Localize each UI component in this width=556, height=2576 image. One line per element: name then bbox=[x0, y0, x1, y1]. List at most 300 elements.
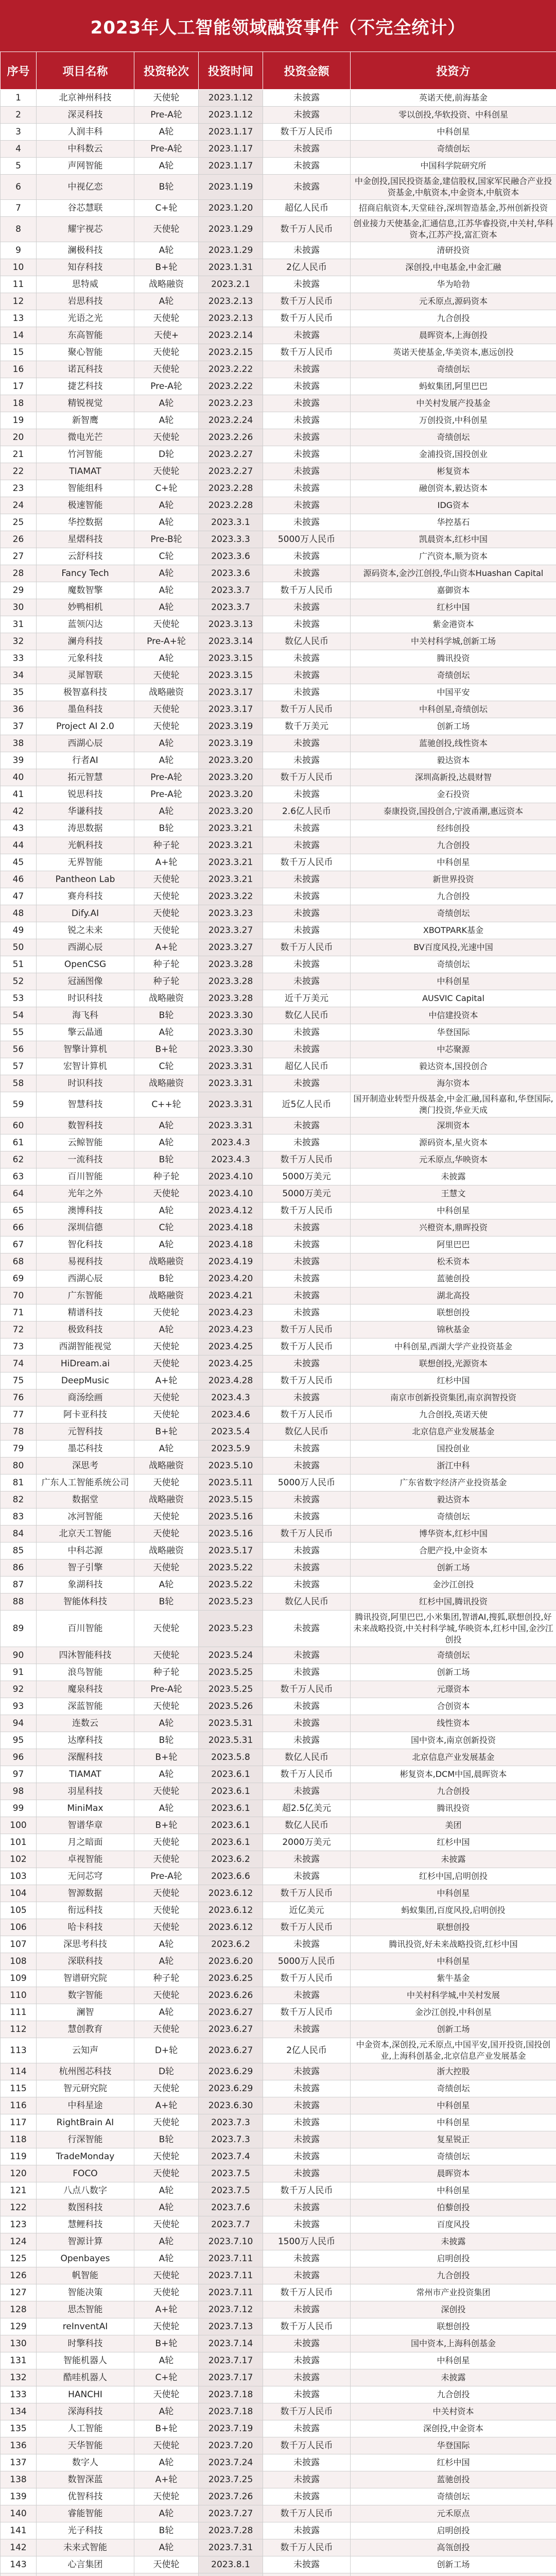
cell-round: A轮 bbox=[134, 395, 199, 412]
cell-investors: 奇绩创坛 bbox=[351, 361, 556, 378]
table-row bbox=[1, 2233, 556, 2250]
cell-round: A轮 bbox=[134, 2250, 199, 2267]
cell-amount: 近亿美元 bbox=[263, 1902, 351, 1919]
cell-seq: 105 bbox=[1, 1902, 37, 1919]
cell-round: 天使轮 bbox=[134, 217, 199, 242]
cell-project: 八点八数字 bbox=[37, 2182, 134, 2199]
cell-seq: 110 bbox=[1, 1987, 37, 2004]
cell-round: 战略融资 bbox=[134, 1543, 199, 1560]
cell-seq: 124 bbox=[1, 2233, 37, 2250]
cell-investors: 中信建投资本 bbox=[351, 1007, 556, 1024]
cell-round: A+轮 bbox=[134, 1372, 199, 1389]
table-row bbox=[1, 2216, 556, 2233]
table-row bbox=[1, 922, 556, 939]
cell-seq: 15 bbox=[1, 344, 37, 361]
cell-project: 耀宇视芯 bbox=[37, 217, 134, 242]
cell-round: 天使轮 bbox=[134, 1304, 199, 1321]
cell-round: A轮 bbox=[134, 2403, 199, 2420]
cell-time: 2023.1.17 bbox=[199, 124, 263, 141]
cell-seq: 46 bbox=[1, 871, 37, 888]
cell-amount: 数千万人民币 bbox=[263, 1970, 351, 1987]
cell-seq: 47 bbox=[1, 888, 37, 905]
table-row bbox=[1, 1092, 556, 1117]
cell-seq: 70 bbox=[1, 1287, 37, 1304]
cell-time: 2023.3.20 bbox=[199, 803, 263, 820]
cell-amount: 未披露 bbox=[263, 735, 351, 752]
cell-seq: 83 bbox=[1, 1509, 37, 1526]
cell-amount: 数千万人民币 bbox=[263, 1338, 351, 1355]
cell-investors: 深圳高新投,达晨财智 bbox=[351, 769, 556, 786]
cell-investors: 元禾原点,源码资本 bbox=[351, 293, 556, 310]
table-row bbox=[1, 1168, 556, 1185]
cell-project: 思特威 bbox=[37, 276, 134, 293]
cell-seq: 59 bbox=[1, 1092, 37, 1117]
table-row bbox=[1, 1800, 556, 1817]
cell-seq: 16 bbox=[1, 361, 37, 378]
cell-time: 2023.3.13 bbox=[199, 616, 263, 633]
table-row bbox=[1, 769, 556, 786]
cell-time: 2023.1.12 bbox=[199, 107, 263, 124]
cell-investors: 晨晖资本,上海创投 bbox=[351, 327, 556, 344]
cell-round: 天使轮 bbox=[134, 429, 199, 446]
cell-amount: 未披露 bbox=[263, 1075, 351, 1092]
cell-seq: 96 bbox=[1, 1749, 37, 1766]
cell-round: A轮 bbox=[134, 1117, 199, 1134]
cell-amount: 未披露 bbox=[263, 395, 351, 412]
cell-time: 2023.3.31 bbox=[199, 1058, 263, 1075]
cell-investors: 中关村科学城,中关村发展 bbox=[351, 1987, 556, 2004]
cell-project: 元象科技 bbox=[37, 650, 134, 667]
cell-round: A轮 bbox=[134, 1800, 199, 1817]
cell-amount: 数千万人民币 bbox=[263, 1885, 351, 1902]
cell-round: 天使轮 bbox=[134, 1560, 199, 1577]
table-row bbox=[1, 1219, 556, 1236]
cell-time: 2023.2.15 bbox=[199, 344, 263, 361]
cell-investors: 源码资本,星火资本 bbox=[351, 1134, 556, 1151]
cell-project: 华谦科技 bbox=[37, 803, 134, 820]
cell-time: 2023.7.13 bbox=[199, 2318, 263, 2335]
cell-amount: 未披露 bbox=[263, 1851, 351, 1868]
cell-round: 战略融资 bbox=[134, 1492, 199, 1509]
cell-amount: 数千万人民币 bbox=[263, 1406, 351, 1423]
table-row bbox=[1, 854, 556, 871]
cell-seq: 73 bbox=[1, 1338, 37, 1355]
cell-project: 光子科技 bbox=[37, 2522, 134, 2539]
table-row bbox=[1, 293, 556, 310]
cell-amount: 2000万美元 bbox=[263, 1834, 351, 1851]
table-row bbox=[1, 1440, 556, 1458]
cell-amount: 数亿人民币 bbox=[263, 1817, 351, 1834]
cell-time: 2023.2.27 bbox=[199, 463, 263, 480]
cell-investors: 兴橙资本,鼎晖投资 bbox=[351, 1219, 556, 1236]
table-row bbox=[1, 259, 556, 276]
cell-project: 海飞科 bbox=[37, 1007, 134, 1024]
cell-project: 深联科技 bbox=[37, 1953, 134, 1970]
cell-seq: 66 bbox=[1, 1219, 37, 1236]
table-row bbox=[1, 2318, 556, 2335]
cell-round: A轮 bbox=[134, 1236, 199, 1253]
table-row bbox=[1, 217, 556, 242]
cell-seq: 84 bbox=[1, 1526, 37, 1543]
cell-investors: 红杉中国 bbox=[351, 2454, 556, 2471]
table-row bbox=[1, 2148, 556, 2165]
cell-amount: 数亿人民币 bbox=[263, 1007, 351, 1024]
table-row bbox=[1, 1526, 556, 1543]
cell-time: 2023.3.6 bbox=[199, 565, 263, 582]
cell-investors: 中科创星 bbox=[351, 2182, 556, 2199]
cell-round: A轮 bbox=[134, 1202, 199, 1219]
cell-seq: 76 bbox=[1, 1389, 37, 1406]
cell-project: 岩思科技 bbox=[37, 293, 134, 310]
cell-seq: 106 bbox=[1, 1919, 37, 1936]
cell-time: 2023.4.25 bbox=[199, 1355, 263, 1372]
cell-time: 2023.3.3 bbox=[199, 531, 263, 548]
cell-amount: 数千万人民币 bbox=[263, 2539, 351, 2556]
cell-round: 天使轮 bbox=[134, 1919, 199, 1936]
cell-project: 极智嘉科技 bbox=[37, 684, 134, 701]
cell-time: 2023.7.17 bbox=[199, 2352, 263, 2369]
cell-round: 天使轮 bbox=[134, 344, 199, 361]
cell-round: A轮 bbox=[134, 412, 199, 429]
table-row bbox=[1, 1338, 556, 1355]
table-row bbox=[1, 361, 556, 378]
cell-investors: 北京信息产业发展基金 bbox=[351, 1423, 556, 1440]
cell-investors: 创业接力天使基金,汇通信息,江苏华睿投资,中关村,华科资本,江苏产投,富汇资本 bbox=[351, 217, 556, 242]
cell-amount: 未披露 bbox=[263, 1715, 351, 1732]
table-row bbox=[1, 1185, 556, 1202]
cell-round: D轮 bbox=[134, 2063, 199, 2080]
cell-amount: 未披露 bbox=[263, 412, 351, 429]
cell-time: 2023.6.1 bbox=[199, 1817, 263, 1834]
table-row bbox=[1, 446, 556, 463]
cell-investors: 凯晨资本,红杉中国 bbox=[351, 531, 556, 548]
table-row bbox=[1, 1970, 556, 1987]
cell-amount: 数千万人民币 bbox=[263, 1681, 351, 1698]
table-row bbox=[1, 1664, 556, 1681]
cell-project: 慧创教育 bbox=[37, 2021, 134, 2038]
cell-seq: 7 bbox=[1, 200, 37, 217]
cell-round: 种子轮 bbox=[134, 956, 199, 973]
cell-project: 知存科技 bbox=[37, 259, 134, 276]
cell-round: B轮 bbox=[134, 1270, 199, 1287]
cell-amount: 未披露 bbox=[263, 2063, 351, 2080]
cell-investors: 奇绩创坛 bbox=[351, 141, 556, 158]
cell-round: 战略融资 bbox=[134, 276, 199, 293]
cell-investors: 奇绩创坛 bbox=[351, 2488, 556, 2505]
cell-project: 数字人 bbox=[37, 2454, 134, 2471]
cell-round: A轮 bbox=[134, 124, 199, 141]
cell-investors: 深创投,中金资本 bbox=[351, 2420, 556, 2437]
cell-seq: 35 bbox=[1, 684, 37, 701]
cell-project: Fancy Tech bbox=[37, 565, 134, 582]
cell-project: 智慧科技 bbox=[37, 1092, 134, 1117]
table-row bbox=[1, 1902, 556, 1919]
cell-amount: 未披露 bbox=[263, 327, 351, 344]
table-row bbox=[1, 2386, 556, 2403]
cell-round: A轮 bbox=[134, 599, 199, 616]
cell-project: 中视亿恋 bbox=[37, 175, 134, 200]
cell-amount: 未披露 bbox=[263, 2148, 351, 2165]
table-row bbox=[1, 888, 556, 905]
cell-project: 商汤绘画 bbox=[37, 1389, 134, 1406]
table-row bbox=[1, 990, 556, 1007]
cell-investors: 中科创星 bbox=[351, 2114, 556, 2131]
cell-project: 智能体科技 bbox=[37, 1594, 134, 1611]
cell-seq: 101 bbox=[1, 1834, 37, 1851]
cell-project: 元智科技 bbox=[37, 1423, 134, 1440]
cell-amount: 数千万人民币 bbox=[263, 2437, 351, 2454]
cell-seq: 72 bbox=[1, 1321, 37, 1338]
cell-time: 2023.1.20 bbox=[199, 200, 263, 217]
cell-amount: 数千万人民币 bbox=[263, 2505, 351, 2522]
cell-round: A轮 bbox=[134, 1134, 199, 1151]
cell-time: 2023.7.6 bbox=[199, 2199, 263, 2216]
cell-project: 精锐视觉 bbox=[37, 395, 134, 412]
cell-project: 百川智能 bbox=[37, 1168, 134, 1185]
cell-seq: 104 bbox=[1, 1885, 37, 1902]
financing-table bbox=[0, 52, 556, 2576]
cell-amount: 未披露 bbox=[263, 2352, 351, 2369]
cell-seq: 128 bbox=[1, 2301, 37, 2318]
cell-round: 战略融资 bbox=[134, 1253, 199, 1270]
cell-investors: 金沙江创投,中科创星 bbox=[351, 2004, 556, 2021]
cell-seq: 65 bbox=[1, 1202, 37, 1219]
column-header-investors: 投资方 bbox=[351, 52, 556, 90]
cell-seq: 79 bbox=[1, 1440, 37, 1458]
cell-amount: 未披露 bbox=[263, 548, 351, 565]
cell-amount: 未披露 bbox=[263, 175, 351, 200]
cell-time: 2023.1.17 bbox=[199, 158, 263, 175]
cell-amount: 未披露 bbox=[263, 361, 351, 378]
cell-investors: 未披露 bbox=[351, 1168, 556, 1185]
cell-time: 2023.4.10 bbox=[199, 1168, 263, 1185]
cell-round: 战略融资 bbox=[134, 1075, 199, 1092]
cell-time: 2023.7.14 bbox=[199, 2335, 263, 2352]
cell-seq: 48 bbox=[1, 905, 37, 922]
table-row bbox=[1, 1270, 556, 1287]
cell-investors: 元禾原点,华映资本 bbox=[351, 1151, 556, 1168]
cell-project: 优智科技 bbox=[37, 2488, 134, 2505]
cell-investors: 九合创投,英诺天使 bbox=[351, 1406, 556, 1423]
cell-project: TIAMAT bbox=[37, 1766, 134, 1783]
table-row bbox=[1, 2182, 556, 2199]
cell-round: A轮 bbox=[134, 803, 199, 820]
cell-round: B+轮 bbox=[134, 1423, 199, 1440]
cell-amount: 数千万人民币 bbox=[263, 2182, 351, 2199]
cell-time: 2023.8.1 bbox=[199, 2556, 263, 2573]
cell-seq: 142 bbox=[1, 2539, 37, 2556]
cell-round: 天使轮 bbox=[134, 2386, 199, 2403]
cell-investors: 国开制造业转型升级基金,中金汇融,国科嘉和,华登国际,澳门投资,华业天成 bbox=[351, 1092, 556, 1117]
cell-project: 智能组科 bbox=[37, 480, 134, 497]
cell-investors: 毅达资本 bbox=[351, 752, 556, 769]
cell-round: 天使轮 bbox=[134, 701, 199, 718]
table-row bbox=[1, 1817, 556, 1834]
cell-project: 澜舟科技 bbox=[37, 633, 134, 650]
cell-amount: 未披露 bbox=[263, 2165, 351, 2182]
table-row bbox=[1, 90, 556, 107]
cell-seq: 113 bbox=[1, 2038, 37, 2063]
cell-project: 极速智能 bbox=[37, 497, 134, 514]
cell-round: 天使轮 bbox=[134, 667, 199, 684]
cell-round: B轮 bbox=[134, 2131, 199, 2148]
cell-project: Dify.AI bbox=[37, 905, 134, 922]
table-row bbox=[1, 1321, 556, 1338]
cell-round: B轮 bbox=[134, 1732, 199, 1749]
cell-amount: 未披露 bbox=[263, 1236, 351, 1253]
cell-amount: 未披露 bbox=[263, 2386, 351, 2403]
table-row bbox=[1, 2131, 556, 2148]
cell-project: MiniMax bbox=[37, 1800, 134, 1817]
cell-project: 云知声 bbox=[37, 2038, 134, 2063]
cell-investors: 红杉中国 bbox=[351, 599, 556, 616]
cell-round: 种子轮 bbox=[134, 973, 199, 990]
table-row bbox=[1, 871, 556, 888]
cell-seq: 131 bbox=[1, 2352, 37, 2369]
cell-time: 2023.3.6 bbox=[199, 548, 263, 565]
table-row bbox=[1, 1287, 556, 1304]
cell-time: 2023.7.18 bbox=[199, 2403, 263, 2420]
cell-investors: 联想创投 bbox=[351, 2318, 556, 2335]
table-row bbox=[1, 1372, 556, 1389]
cell-time: 2023.3.14 bbox=[199, 633, 263, 650]
cell-amount: 数千万人民币 bbox=[263, 310, 351, 327]
cell-round: 天使轮 bbox=[134, 1526, 199, 1543]
cell-seq: 37 bbox=[1, 718, 37, 735]
cell-amount: 数千万人民币 bbox=[263, 124, 351, 141]
cell-seq: 132 bbox=[1, 2369, 37, 2386]
cell-seq: 57 bbox=[1, 1058, 37, 1075]
cell-round: A轮 bbox=[134, 565, 199, 582]
cell-amount: 未披露 bbox=[263, 463, 351, 480]
cell-time: 2023.2.26 bbox=[199, 429, 263, 446]
cell-project: 杭州图芯科技 bbox=[37, 2063, 134, 2080]
cell-time: 2023.4.28 bbox=[199, 1372, 263, 1389]
cell-amount: 未披露 bbox=[263, 786, 351, 803]
cell-round: A轮 bbox=[134, 497, 199, 514]
cell-project: 智源数据 bbox=[37, 1885, 134, 1902]
cell-investors: 未披露 bbox=[351, 2233, 556, 2250]
page-title: 2023年人工智能领域融资事件（不完全统计） bbox=[0, 0, 556, 52]
cell-seq: 77 bbox=[1, 1406, 37, 1423]
cell-investors: 蓝驰创投 bbox=[351, 2471, 556, 2488]
cell-round: 战略融资 bbox=[134, 684, 199, 701]
cell-time: 2023.2.13 bbox=[199, 310, 263, 327]
cell-round: C++轮 bbox=[134, 1092, 199, 1117]
table-row bbox=[1, 616, 556, 633]
table-row bbox=[1, 650, 556, 667]
cell-project: FOCO bbox=[37, 2165, 134, 2182]
cell-seq: 125 bbox=[1, 2250, 37, 2267]
cell-time: 2023.3.30 bbox=[199, 1041, 263, 1058]
cell-project: 深思考 bbox=[37, 1458, 134, 1475]
cell-project: 微电光芒 bbox=[37, 429, 134, 446]
cell-investors: 线性资本 bbox=[351, 1715, 556, 1732]
cell-round: Pre-A轮 bbox=[134, 378, 199, 395]
cell-investors: 蓝驰创投 bbox=[351, 1270, 556, 1287]
cell-project: 深蓝智能 bbox=[37, 1698, 134, 1715]
cell-investors: 奇绩创坛 bbox=[351, 2148, 556, 2165]
table-row bbox=[1, 2369, 556, 2386]
cell-project: 妙鸭相机 bbox=[37, 599, 134, 616]
cell-project: 帆智能 bbox=[37, 2267, 134, 2284]
cell-project: 光帆科技 bbox=[37, 837, 134, 854]
cell-time: 2023.6.20 bbox=[199, 1953, 263, 1970]
cell-investors: 华登国际 bbox=[351, 2437, 556, 2454]
cell-investors: 创新工场 bbox=[351, 2021, 556, 2038]
cell-investors: BV百度风投,光速中国 bbox=[351, 939, 556, 956]
cell-round: A轮 bbox=[134, 514, 199, 531]
cell-round: 种子轮 bbox=[134, 1664, 199, 1681]
cell-seq: 26 bbox=[1, 531, 37, 548]
cell-time: 2023.3.7 bbox=[199, 599, 263, 616]
cell-amount: 数千万人民币 bbox=[263, 1919, 351, 1936]
cell-investors: 合创资本 bbox=[351, 1698, 556, 1715]
cell-investors: 联想创投 bbox=[351, 1304, 556, 1321]
cell-round: 天使轮 bbox=[134, 1355, 199, 1372]
cell-round: 天使轮 bbox=[134, 1851, 199, 1868]
cell-seq: 56 bbox=[1, 1041, 37, 1058]
cell-investors: 百度风投 bbox=[351, 2216, 556, 2233]
cell-amount: 未披露 bbox=[263, 888, 351, 905]
cell-amount: 数千万人民币 bbox=[263, 1321, 351, 1338]
table-row bbox=[1, 2556, 556, 2573]
cell-seq: 130 bbox=[1, 2335, 37, 2352]
cell-round: 天使轮 bbox=[134, 2437, 199, 2454]
cell-round: A轮 bbox=[134, 1440, 199, 1458]
cell-time: 2023.5.23 bbox=[199, 1594, 263, 1611]
cell-project: 星熠科技 bbox=[37, 531, 134, 548]
cell-amount: 未披露 bbox=[263, 1698, 351, 1715]
cell-time: 2023.7.28 bbox=[199, 2522, 263, 2539]
cell-round: 天使轮 bbox=[134, 2021, 199, 2038]
cell-investors: 融创资本,毅达资本 bbox=[351, 480, 556, 497]
cell-time: 2023.3.23 bbox=[199, 905, 263, 922]
cell-seq: 108 bbox=[1, 1953, 37, 1970]
cell-amount: 未披露 bbox=[263, 1440, 351, 1458]
cell-project: Project AI 2.0 bbox=[37, 718, 134, 735]
table-row bbox=[1, 1698, 556, 1715]
cell-project: 数据堂 bbox=[37, 1492, 134, 1509]
cell-time: 2023.7.11 bbox=[199, 2284, 263, 2301]
table-row bbox=[1, 2284, 556, 2301]
cell-seq: 41 bbox=[1, 786, 37, 803]
table-row bbox=[1, 803, 556, 820]
table-row bbox=[1, 633, 556, 650]
table-row bbox=[1, 2505, 556, 2522]
cell-amount: 未披露 bbox=[263, 1783, 351, 1800]
table-body bbox=[1, 90, 556, 2576]
cell-seq: 119 bbox=[1, 2148, 37, 2165]
cell-round: 天使轮 bbox=[134, 718, 199, 735]
cell-amount: 1500万人民币 bbox=[263, 2233, 351, 2250]
cell-project: 心言集团 bbox=[37, 2556, 134, 2573]
cell-project: 西湖心辰 bbox=[37, 939, 134, 956]
cell-investors: 广汽资本,顺为资本 bbox=[351, 548, 556, 565]
cell-project: 时识科技 bbox=[37, 990, 134, 1007]
cell-round: A轮 bbox=[134, 2004, 199, 2021]
cell-seq: 95 bbox=[1, 1732, 37, 1749]
cell-investors: 深圳资本 bbox=[351, 1117, 556, 1134]
cell-time: 2023.7.11 bbox=[199, 2267, 263, 2284]
cell-project: 百川智能 bbox=[37, 1611, 134, 1647]
cell-round: 天使轮 bbox=[134, 2318, 199, 2335]
cell-amount: 未披露 bbox=[263, 1270, 351, 1287]
cell-seq: 14 bbox=[1, 327, 37, 344]
cell-time: 2023.4.3 bbox=[199, 1151, 263, 1168]
cell-round: B轮 bbox=[134, 820, 199, 837]
cell-time: 2023.4.19 bbox=[199, 1253, 263, 1270]
